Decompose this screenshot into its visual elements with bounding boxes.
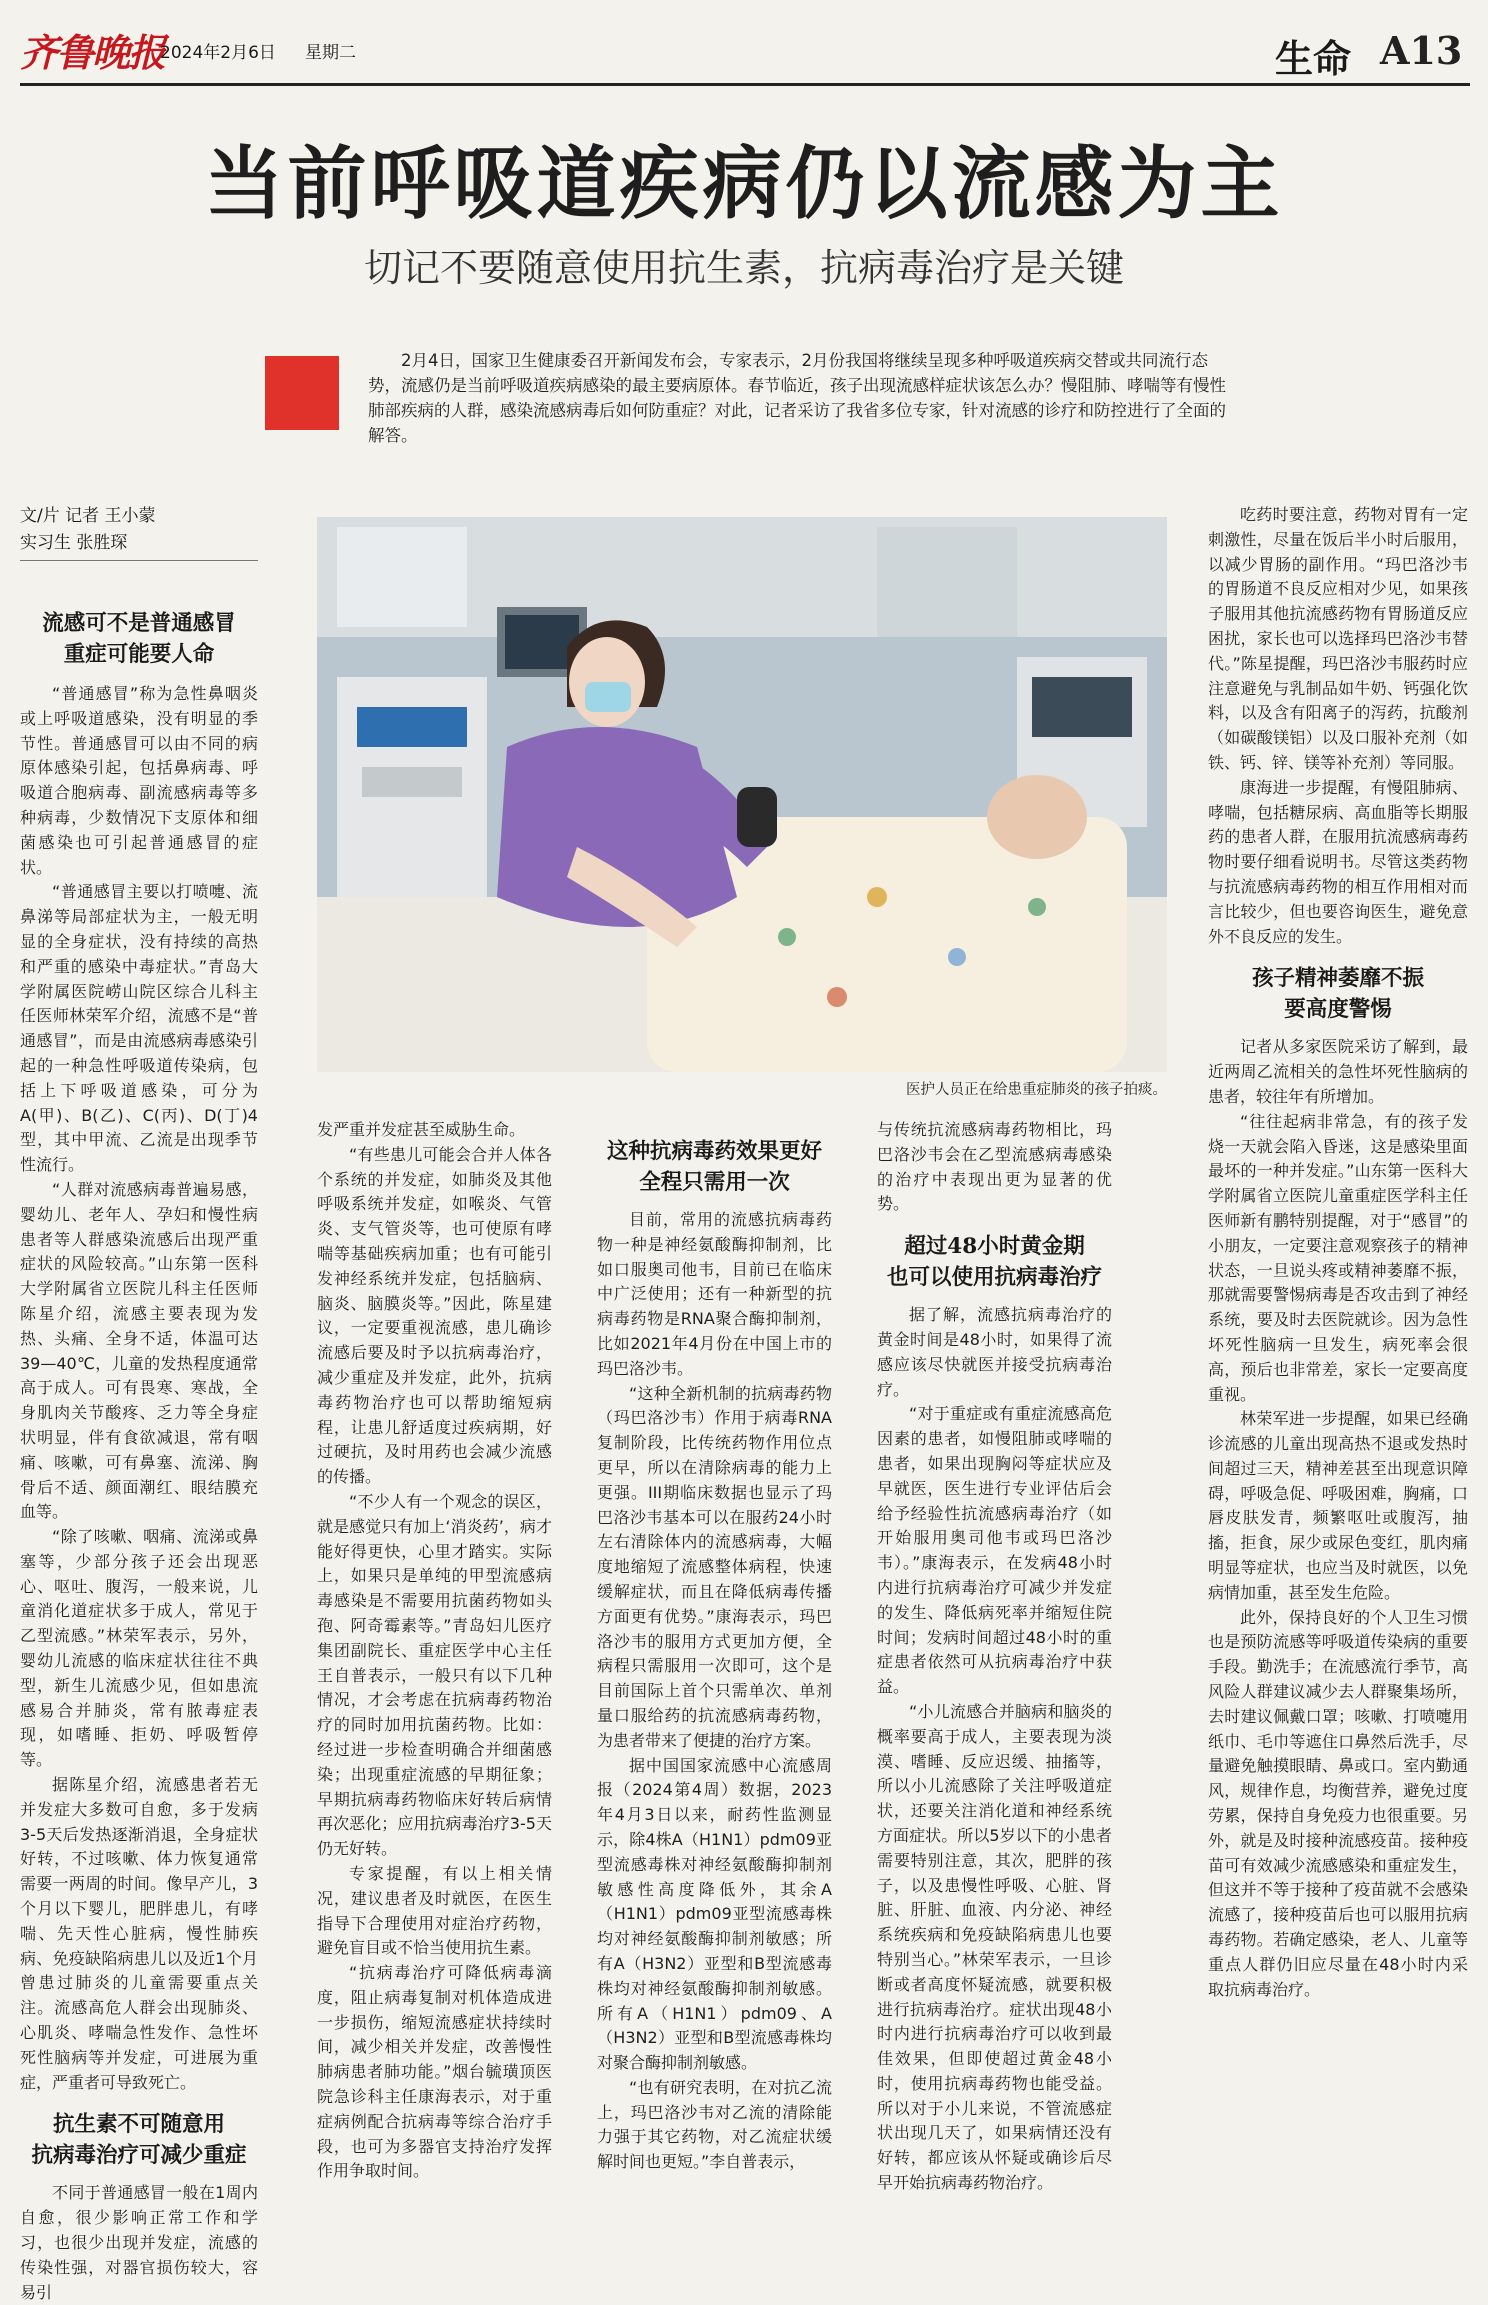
subheading-4: 超过48小时黄金期 也可以使用抗病毒治疗 [886, 1234, 1102, 1291]
column-3 [597, 1136, 832, 2175]
paragraph: 吃药时要注意，药物对胃有一定刺激性，尽量在饭后半小时后服用，以减少胃肠的副作用。“玛巴洛沙韦的胃肠道不良反应相对少见，如果孩子服用其他抗流感药物有胃肠道反应困扰，家长也可以选择玛巴洛沙韦替代。”陈星提醒，玛巴洛沙韦服药时应注意避免与乳制品如牛奶、钙强化饮料，以及含有阳离子的泻药，抗酸剂（如碳酸镁铝）以及口服补充剂（如铁、钙、锌、镁等补充剂）等同服。 [1208, 505, 1468, 772]
masthead [0, 0, 1488, 84]
issue-weekday: 星期二 [305, 43, 356, 63]
lead-paragraph: 2月4日，国家卫生健康委召开新闻发布会，专家表示，2月份我国将继续呈现多种呼吸道疾病交替或共同流行态势，流感仍是当前呼吸道疾病感染的最主要病原体。春节临近，孩子出现流感样症状该怎么办？慢阻肺、哮喘等有慢性肺部疾病的人群，感染流感病毒后如何防重症？对此，记者采访了我省多位专家，针对流感的诊疗和防控进行了全面的解答。 [368, 351, 1226, 445]
subheading-2: 抗生素不可随意用 抗病毒治疗可减少重症 [31, 2112, 247, 2169]
paragraph: “也有研究表明，在对抗乙流上，玛巴洛沙韦对乙流的清除能力强于其它药物，对乙流症状缓解时间也更短。”李自普表示， [597, 2077, 832, 2172]
paragraph: “对于重症或有重症流感高危因素的患者，如慢阻肺或哮喘的患者，如果出现胸闷等症状应及早就医，医生进行专业评估后会给予经验性抗流感病毒治疗（如开始服用奥司他韦或玛巴洛沙韦）。”康海表示，在发病48小时内进行抗病毒治疗可减少并发症的发生、降低病死率并缩短住院时间；发病时间超过48小时的重症患者依然可从抗病毒治疗中获益。 [877, 1404, 1112, 1697]
subheading-5: 孩子精神萎靡不振 要高度警惕 [1251, 966, 1424, 1023]
headline: 当前呼吸道疾病仍以流感为主 [204, 137, 1284, 230]
paragraph: 与传统抗流感病毒药物相比，玛巴洛沙韦会在乙型流感病毒感染的治疗中表现出更为显著的优势。 [877, 1120, 1112, 1214]
paragraph: 记者从多家医院采访了解到，最近两周乙流相关的急性坏死性脑病的患者，较往年有所增加。 [1208, 1037, 1468, 1106]
paragraph: “普通感冒主要以打喷嚏、流鼻涕等局部症状为主，一般无明显的全身症状，没有持续的高热和严重的感染中毒症状。”青岛大学附属医院崂山院区综合儿科主任医师林荣军介绍，流感不是“普通感冒”，而是由流感病毒感染引起的一种急性呼吸道传染病，包括上下呼吸道感染，可分为A(甲)、B(乙)、C(丙)、D(丁)4型，其中甲流、乙流是出现季节性流行。 [20, 882, 258, 1175]
photo-caption: 医护人员正在给患重症肺炎的孩子拍痰。 [906, 1082, 1167, 1098]
paragraph: 专家提醒，有以上相关情况，建议患者及时就医，在医生指导下合理使用对症治疗药物，避免盲目或不恰当使用抗生素。 [317, 1863, 552, 1958]
paragraph: 此外，保持良好的个人卫生习惯也是预防流感等呼吸道传染病的重要手段。勤洗手；在流感流行季节，高风险人群建议减少去人群聚集场所，去时建议佩戴口罩；咳嗽、打喷嚏用纸巾、毛巾等遮住口鼻然后洗手，尽量避免触摸眼睛、鼻或口。室内勤通风，规律作息，均衡营养，避免过度劳累，保持自身免疫力也很重要。另外，就是及时接种流感疫苗。接种疫苗可有效减少流感感染和重症发生，但这并不等于接种了疫苗就不会感染流感了，接种疫苗后也可以服用抗病毒药物。若确定感染，老人、儿童等重点人群仍旧应尽量在48小时内采取抗病毒治疗。 [1208, 1607, 1468, 1999]
byline-rule [20, 560, 258, 561]
paragraph: 目前，常用的流感抗病毒药物一种是神经氨酸酶抑制剂，比如口服奥司他韦，目前已在临床中广泛使用；还有一种新型的抗病毒药物是RNA聚合酶抑制剂，比如2021年4月份在中国上市的玛巴洛沙韦。 [597, 1210, 832, 1378]
photo-illustration [317, 517, 1167, 1072]
byline-reporter: 文/片 记者 王小蒙 [20, 506, 156, 526]
paragraph: 林荣军进一步提醒，如果已经确诊流感的儿童出现高热不退或发热时间超过三天，精神差甚至出现意识障碍，呼吸急促、呼吸困难，胸痛，口唇皮肤发青，频繁呕吐或腹泻，抽搐，拒食，尿少或尿色变红，肌肉痛明显等症状，也应当及时就医，以免病情加重，甚至发生危险。 [1208, 1409, 1468, 1602]
paragraph: “这种全新机制的抗病毒药物（玛巴洛沙韦）作用于病毒RNA复制阶段，比传统药物作用位点更早，所以在清除病毒的能力上更强。III期临床数据也显示了玛巴洛沙韦基本可以在服药24小时左右清除体内的流感病毒，大幅度地缩短了流感整体病程，快速缓解症状，而且在降低病毒传播方面更有优势。”康海表示，玛巴洛沙韦的服用方式更加方便，全病程只需服用一次即可，这个是目前国际上首个只需单次、单剂量口服给药的抗流感病毒药物，为患者带来了便捷的治疗方案。 [597, 1383, 832, 1750]
paragraph: 发严重并发症甚至威胁生命。 [317, 1120, 526, 1139]
paragraph: 据了解，流感抗病毒治疗的黄金时间是48小时，如果得了流感应该尽快就医并接受抗病毒治疗。 [877, 1305, 1112, 1399]
column-4 [877, 1118, 1112, 2196]
column-1 [20, 608, 258, 2305]
paragraph: “普通感冒”称为急性鼻咽炎或上呼吸道感染，没有明显的季节性。普通感冒可以由不同的病原体感染引起，包括鼻病毒、呼吸道合胞病毒、副流感病毒等多种病毒，少数情况下支原体和细菌感染也可引起普通感冒的症状。 [20, 684, 258, 877]
paragraph: 据中国国家流感中心流感周报（2024第4周）数据，2023年4月3日以来，耐药性监测显示，除4株A（H1N1）pdm09亚型流感毒株对神经氨酸酶抑制剂敏感性高度降低外，其余A（H1N1）pdm09亚型流感毒株均对神经氨酸酶抑制剂敏感；所有A（H3N2）亚型和B型流感毒株均对神经氨酸酶抑制剂敏感。所有A（H1N1）pdm09、A（H3N2）亚型和B型流感毒株均对聚合酶抑制剂敏感。 [597, 1755, 832, 2073]
byline [20, 503, 258, 557]
article-photo [317, 517, 1167, 1072]
page-number: A13 [1380, 28, 1463, 73]
section-name: 生命 [1275, 36, 1352, 81]
column-2 [317, 1118, 552, 2184]
paragraph: “往往起病非常急，有的孩子发烧一天就会陷入昏迷，这是感染里面最坏的一种并发症。”山东第一医科大学附属省立医院儿童重症医学科主任医师新有鹏特别提醒，对于“感冒”的小朋友，一定要注意观察孩子的精神状态，一旦说头疼或精神萎靡不振，那就需要警惕病毒是否攻击到了神经系统，要及时去医院就诊。因为急性坏死性脑病一旦发生，病死率会很高，预后也非常差，家长一定要高度重视。 [1208, 1111, 1468, 1404]
issue-date: 2024年2月6日 [160, 43, 276, 63]
paragraph: “人群对流感病毒普遍易感，婴幼儿、老年人、孕妇和慢性病患者等人群感染流感后出现严重症状的风险较高。”山东第一医科大学附属省立医院儿科主任医师陈星介绍，流感主要表现为发热、头痛、全身不适，体温可达39—40℃，儿童的发热程度通常高于成人。可有畏寒、寒战，全身肌肉关节酸疼、乏力等全身症状明显，伴有食欲减退，常有咽痛、咳嗽，可有鼻塞、流涕、胸骨后不适、颜面潮红、眼结膜充血等。 [20, 1179, 258, 1522]
masthead-rule [20, 83, 1470, 86]
subheadline: 切记不要随意使用抗生素，抗病毒治疗是关键 [363, 246, 1124, 290]
column-5 [1208, 503, 1468, 2002]
paragraph: “抗病毒治疗可降低病毒滴度，阻止病毒复制对机体造成进一步损伤，缩短流感症状持续时间，减少相关并发症，改善慢性肺病患者肺功能。”烟台毓璜顶医院急诊科主任康海表示，对于重症病例配合抗病毒等综合治疗手段，也可为多器官支持治疗发挥作用争取时间。 [317, 1963, 552, 2181]
lead-accent-block [265, 356, 339, 430]
paragraph: 康海进一步提醒，有慢阻肺病、哮喘，包括糖尿病、高血脂等长期服药的患者人群，在服用抗流感病毒药物时要仔细看说明书。尽管这类药物与抗流感病毒药物的相互作用相对而言比较少，但也要咨询医生，避免意外不良反应的发生。 [1208, 777, 1468, 946]
paragraph: “小儿流感合并脑病和脑炎的概率要高于成人，主要表现为淡漠、嗜睡、反应迟缓、抽搐等，所以小儿流感除了关注呼吸道症状，还要关注消化道和神经系统方面症状。所以5岁以下的小患者需要特别注意，其次，肥胖的孩子，以及患慢性呼吸、心脏、肾脏、肝脏、血液、内分泌、神经系统疾病和免疫缺陷病患儿也要特别当心。”林荣军表示，一旦诊断或者高度怀疑流感，就要积极进行抗病毒治疗。症状出现48小时内进行抗病毒治疗可以收到最佳效果，但即使超过黄金48小时，使用抗病毒药物也能受益。所以对于小儿来说，不管流感症状出现几天了，如果病情还没有好转，都应该从怀疑或确诊后尽早开始抗病毒药物治疗。 [877, 1701, 1112, 2193]
newspaper-logo: 齐鲁晚报 [20, 30, 165, 75]
subheading-1: 流感可不是普通感冒 重症可能要人命 [42, 611, 236, 667]
paragraph: “有些患儿可能会合并人体各个系统的并发症，如肺炎及其他呼吸系统并发症，如喉炎、气管炎、支气管炎等，也可使原有哮喘等基础疾病加重；也有可能引发神经系统并发症，包括脑病、脑炎、脑膜炎等。”因此，陈星建议，一定要重视流感，患儿确诊流感后要及时予以抗病毒治疗，减少重症及并发症，此外，抗病毒药物治疗也可以帮助缩短病程，让患儿舒适度过疾病期，好过硬抗，及时用药也会减少流感的传播。 [317, 1144, 552, 1487]
paragraph: 不同于普通感冒一般在1周内自愈，很少影响正常工作和学习，也很少出现并发症，流感的传染性强，对器官损伤较大，容易引 [20, 2183, 258, 2302]
byline-intern: 实习生 张胜琛 [20, 533, 128, 553]
paragraph: “不少人有一个观念的误区，就是感觉只有加上‘消炎药’，病才能好得更快，心里才踏实。实际上，如果只是单纯的甲型流感病毒感染是不需要用抗菌药物如头孢、阿奇霉素等。”青岛妇儿医疗集团副院长、重症医学中心主任王自普表示，一般只有以下几种情况，才会考虑在抗病毒药物治疗的同时加用抗菌药物。比如：经过进一步检查明确合并细菌感染；出现重症流感的早期征象；早期抗病毒药物临床好转后病情再次恶化；应用抗病毒治疗3-5天仍无好转。 [317, 1491, 552, 1859]
paragraph: “除了咳嗽、咽痛、流涕或鼻塞等，少部分孩子还会出现恶心、呕吐、腹泻，一般来说，儿童消化道症状多于成人，常见于乙型流感。”林荣军表示，另外，婴幼儿流感的临床症状往往不典型，新生儿流感少见，但如患流感易合并肺炎，常有脓毒症表现，如嗜睡、拒奶、呼吸暂停等。 [20, 1527, 258, 1770]
paragraph: 据陈星介绍，流感患者若无并发症大多数可自愈，多于发病3-5天后发热逐渐消退，全身症状好转，不过咳嗽、体力恢复通常需要一两周的时间。像早产儿，3个月以下婴儿，肥胖患儿，有哮喘、先天性心脏病，慢性肺疾病、免疫缺陷病患儿以及近1个月曾患过肺炎的儿童需要重点关注。流感高危人群会出现肺炎、心肌炎、哮喘急性发作、急性坏死性脑病等并发症，可进展为重症，严重者可导致死亡。 [20, 1775, 258, 2092]
subheading-3: 这种抗病毒药效果更好 全程只需用一次 [606, 1139, 822, 1195]
